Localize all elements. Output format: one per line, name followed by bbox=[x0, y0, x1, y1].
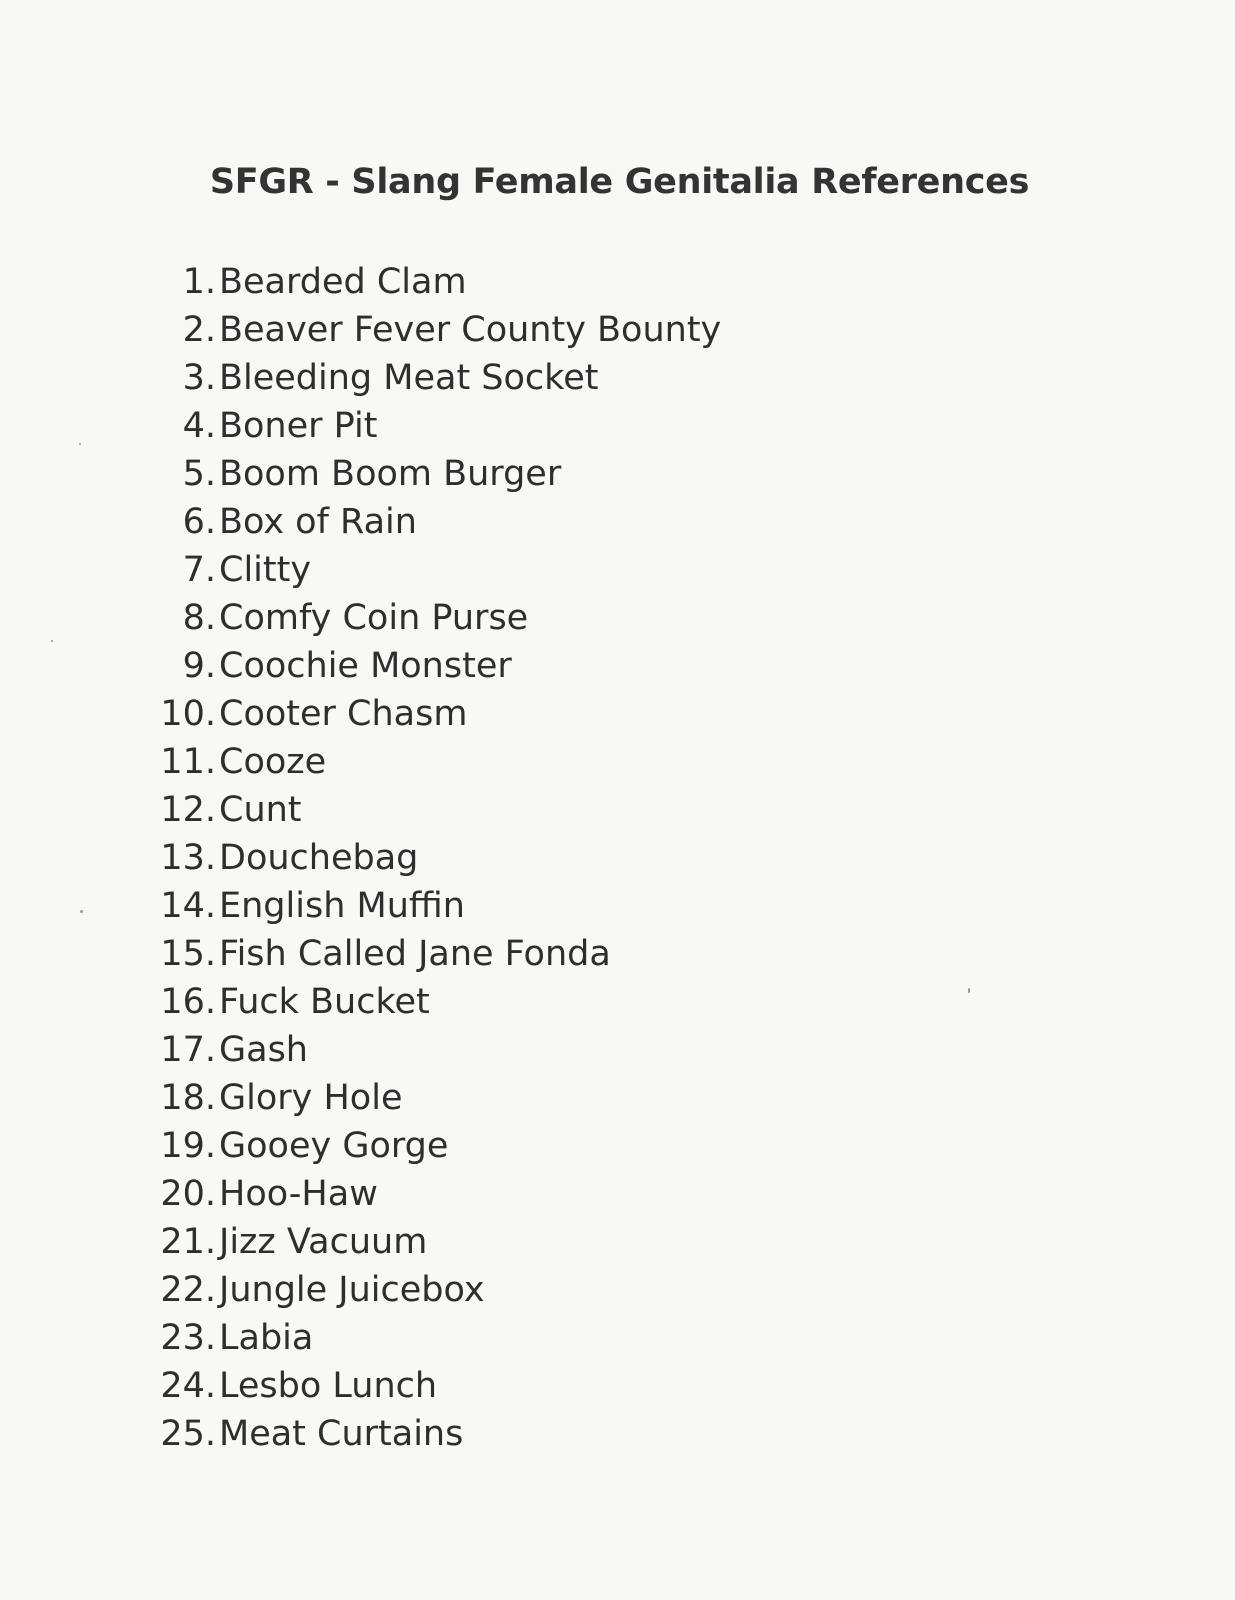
item-text: Comfy Coin Purse bbox=[219, 598, 529, 638]
item-text: Fish Called Jane Fonda bbox=[219, 934, 611, 974]
item-text: Hoo-Haw bbox=[219, 1174, 378, 1214]
item-text: Cooter Chasm bbox=[219, 694, 468, 734]
item-text: Gash bbox=[219, 1030, 308, 1070]
item-number: 19. bbox=[160, 1126, 216, 1166]
item-text: Cunt bbox=[219, 790, 302, 830]
item-number: 23. bbox=[160, 1318, 216, 1358]
item-number: 5. bbox=[182, 454, 216, 494]
item-number: 22. bbox=[160, 1270, 216, 1310]
item-text: Bearded Clam bbox=[219, 262, 467, 302]
document-title: SFGR - Slang Female Genitalia References bbox=[209, 162, 1030, 202]
item-text: Lesbo Lunch bbox=[219, 1366, 438, 1406]
item-text: Boom Boom Burger bbox=[219, 454, 562, 494]
item-number: 1. bbox=[182, 262, 216, 302]
item-text: Beaver Fever County Bounty bbox=[219, 310, 722, 350]
item-text: Douchebag bbox=[219, 838, 419, 878]
item-text: Glory Hole bbox=[219, 1078, 403, 1118]
item-text: Box of Rain bbox=[219, 502, 417, 542]
item-number: 4. bbox=[182, 406, 216, 446]
item-text: Fuck Bucket bbox=[219, 982, 430, 1022]
item-number: 20. bbox=[160, 1174, 216, 1214]
item-number: 17. bbox=[160, 1030, 216, 1070]
item-number: 6. bbox=[182, 502, 216, 542]
item-number: 10. bbox=[160, 694, 216, 734]
item-number: 18. bbox=[160, 1078, 216, 1118]
item-text: Cooze bbox=[219, 742, 327, 782]
item-number: 8. bbox=[182, 598, 216, 638]
item-number: 7. bbox=[182, 550, 216, 590]
item-text: Boner Pit bbox=[219, 406, 378, 446]
item-number: 9. bbox=[182, 646, 216, 686]
item-text: English Muffin bbox=[219, 886, 465, 926]
item-number: 21. bbox=[160, 1222, 216, 1262]
item-number: 16. bbox=[160, 982, 216, 1022]
item-text: Meat Curtains bbox=[219, 1414, 464, 1454]
item-number: 24. bbox=[160, 1366, 216, 1406]
scan-speck bbox=[79, 443, 81, 445]
scan-speck bbox=[51, 640, 53, 642]
item-number: 11. bbox=[160, 742, 216, 782]
item-number: 12. bbox=[160, 790, 216, 830]
item-number: 2. bbox=[182, 310, 216, 350]
scan-speck bbox=[968, 988, 970, 993]
item-number: 15. bbox=[160, 934, 216, 974]
item-text: Clitty bbox=[219, 550, 312, 590]
item-text: Coochie Monster bbox=[219, 646, 512, 686]
item-number: 13. bbox=[160, 838, 216, 878]
item-number: 25. bbox=[160, 1414, 216, 1454]
item-text: Jungle Juicebox bbox=[219, 1270, 485, 1310]
item-text: Gooey Gorge bbox=[219, 1126, 449, 1166]
item-text: Labia bbox=[219, 1318, 314, 1358]
item-number: 14. bbox=[160, 886, 216, 926]
item-text: Bleeding Meat Socket bbox=[219, 358, 599, 398]
item-number: 3. bbox=[182, 358, 216, 398]
item-text: Jizz Vacuum bbox=[219, 1222, 428, 1262]
scan-speck bbox=[80, 910, 83, 913]
